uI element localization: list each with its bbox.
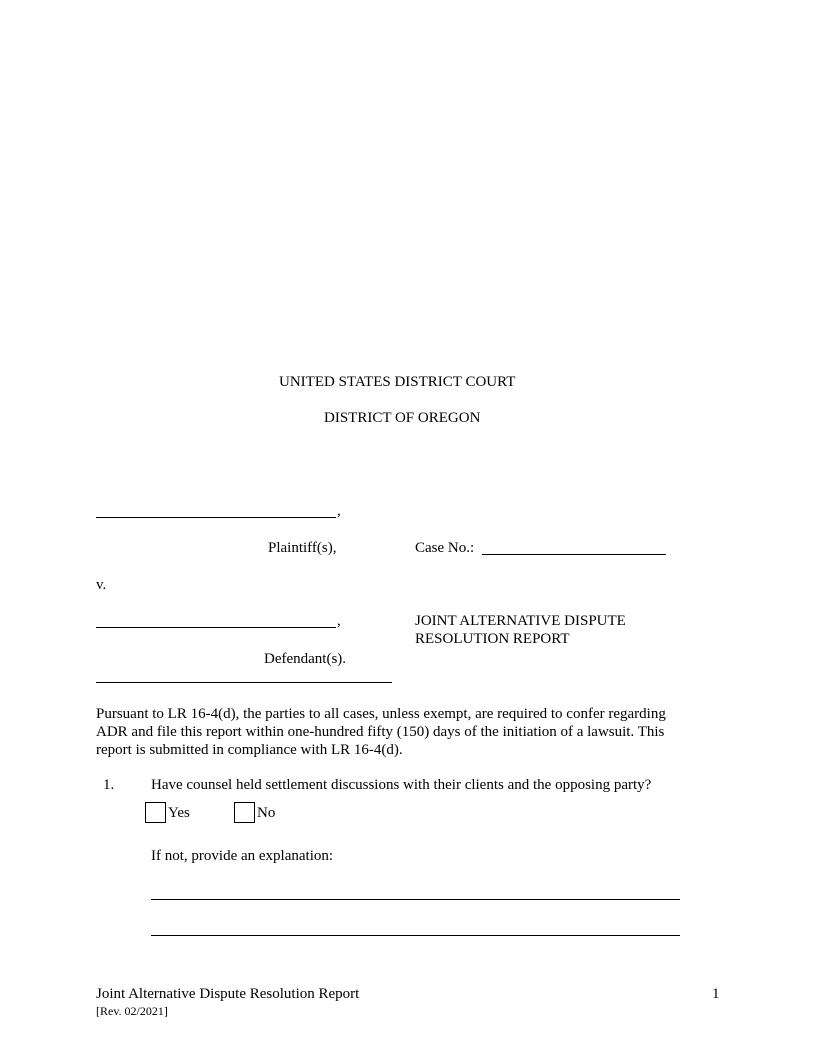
explanation-prompt: If not, provide an explanation: [151, 848, 334, 864]
yes-checkbox[interactable] [145, 802, 166, 823]
intro-line-3: report is submitted in compliance with LR 16-4(d). [96, 742, 403, 758]
question-1-number: 1. [103, 777, 115, 793]
defendants-label: Defendant(s). [264, 651, 347, 667]
caption-divider [96, 682, 392, 683]
explanation-line-1[interactable] [151, 899, 680, 900]
question-1-text: Have counsel held settlement discussions with their clients and the opposing party? [151, 777, 652, 793]
plaintiff-name-blank[interactable] [96, 517, 336, 518]
yes-label: Yes [168, 805, 190, 821]
intro-line-1: Pursuant to LR 16-4(d), the parties to all cases, unless exempt, are required to confer regarding [96, 706, 666, 722]
versus-text: v. [96, 577, 107, 593]
no-label: No [257, 805, 276, 821]
plaintiffs-label: Plaintiff(s), [268, 540, 337, 556]
page-number: 1 [712, 986, 720, 1002]
footer-title: Joint Alternative Dispute Resolution Report [96, 986, 360, 1002]
plaintiff-comma: , [337, 503, 341, 519]
defendant-name-blank[interactable] [96, 627, 336, 628]
explanation-line-2[interactable] [151, 935, 680, 936]
district-name: DISTRICT OF OREGON [324, 410, 481, 426]
defendant-comma: , [337, 613, 341, 629]
no-checkbox[interactable] [234, 802, 255, 823]
report-title-line1: JOINT ALTERNATIVE DISPUTE [415, 613, 626, 629]
intro-line-2: ADR and file this report within one-hundred fifty (150) days of the initiation of a lawsuit. This [96, 724, 665, 740]
court-name: UNITED STATES DISTRICT COURT [279, 374, 516, 390]
case-number-label: Case No.: [415, 540, 475, 556]
report-title-line2: RESOLUTION REPORT [415, 631, 570, 647]
case-number-blank[interactable] [482, 554, 666, 555]
footer-revision: [Rev. 02/2021] [96, 1004, 168, 1018]
